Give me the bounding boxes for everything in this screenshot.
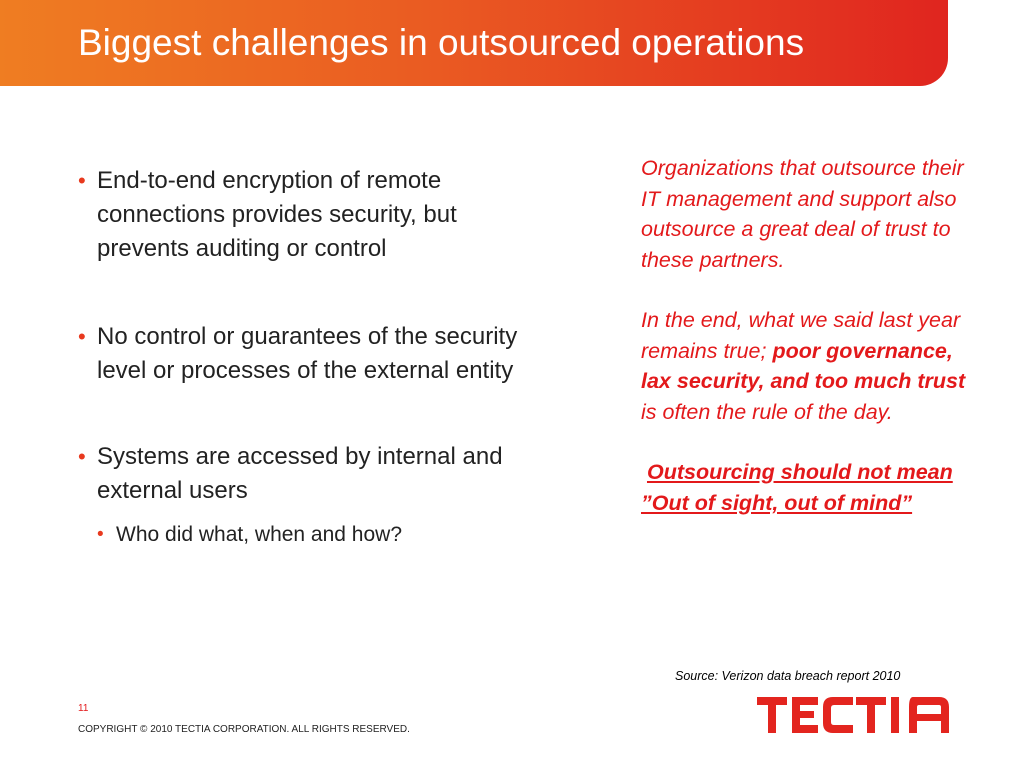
callout-paragraph-1: Organizations that outsource their IT management and support also outsource a great deal of trust to these partners.	[641, 156, 964, 272]
callout-conclusion: Outsourcing should not mean ”Out of sight, out of mind”	[641, 460, 953, 515]
bullet-list	[78, 164, 548, 550]
sub-bullet-text: Who did what, when and how?	[116, 523, 403, 546]
callout-paragraph-2-intro: In the end, what we said last year remains true;	[641, 308, 961, 363]
callout-paragraph-2-end: is often the rule of the day.	[641, 399, 893, 424]
bullet-text: End-to-end encryption of remote connections provides security, but prevents auditing or control	[97, 167, 457, 262]
bullet-dot-icon: •	[97, 524, 104, 545]
copyright-notice: COPYRIGHT © 2010 TECTIA CORPORATION. ALL RIGHTS RESERVED.	[78, 724, 410, 735]
callout-emphasis: poor governance, lax security, and too much trust	[641, 338, 966, 393]
bullet-item	[78, 164, 548, 266]
page-number: 11	[78, 703, 89, 714]
callout-paragraph-2	[641, 305, 981, 427]
bullet-item	[78, 320, 548, 388]
bullet-text: Systems are accessed by internal and external users	[97, 443, 503, 504]
bullet-dot-icon: •	[78, 324, 86, 349]
callout-paragraph-3	[641, 457, 981, 518]
bullet-text: No control or guarantees of the security level or processes of the external entity	[97, 323, 518, 384]
slide-title: Biggest challenges in outsourced operations	[78, 22, 805, 63]
bullet-dot-icon: •	[78, 168, 86, 193]
bullet-dot-icon: •	[78, 444, 86, 469]
callout-quote	[641, 153, 981, 518]
tectia-logo-icon	[755, 695, 951, 735]
sub-bullet-item	[97, 520, 548, 550]
bullet-item	[78, 440, 548, 508]
source-citation: Source: Verizon data breach report 2010	[675, 669, 901, 683]
